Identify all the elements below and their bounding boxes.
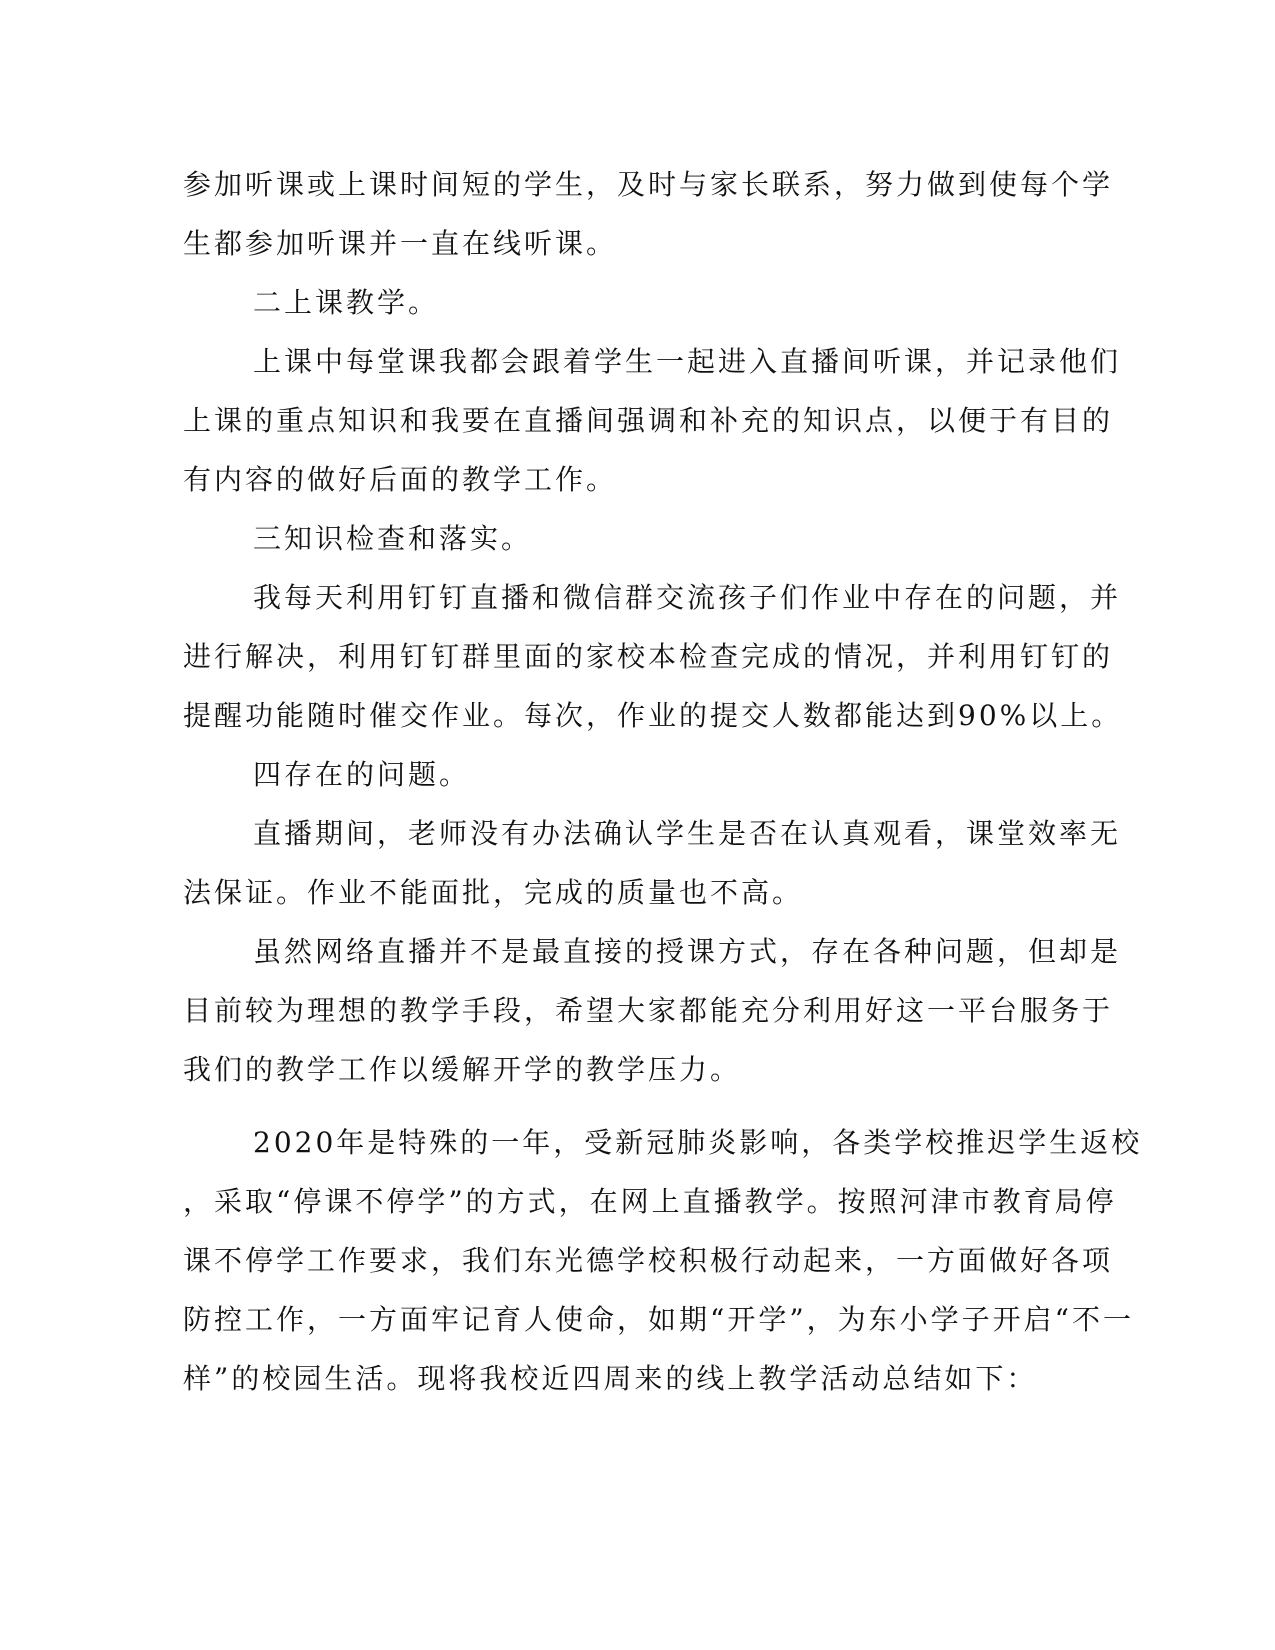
text-line: 直播期间，老师没有办法确认学生是否在认真观看，课堂效率无 bbox=[253, 817, 1122, 850]
text-line: 2020年是特殊的一年，受新冠肺炎影响，各类学校推迟学生返校 bbox=[253, 1126, 1143, 1159]
text-line: 我每天利用钉钉直播和微信群交流孩子们作业中存在的问题，并 bbox=[253, 581, 1122, 614]
text-line: 参加听课或上课时间短的学生，及时与家长联系，努力做到使每个学 bbox=[183, 168, 1114, 201]
text-line: 上课的重点知识和我要在直播间强调和补充的知识点，以便于有目的 bbox=[183, 404, 1114, 437]
text-line: 法保证。作业不能面批，完成的质量也不高。 bbox=[183, 876, 804, 909]
text-line: 生都参加听课并一直在线听课。 bbox=[183, 227, 618, 260]
text-line: 提醒功能随时催交作业。每次，作业的提交人数都能达到90%以上。 bbox=[183, 699, 1123, 732]
paragraph-gap bbox=[183, 1099, 1043, 1113]
text-line: 我们的教学工作以缓解开学的教学压力。 bbox=[183, 1053, 742, 1086]
document-body bbox=[183, 155, 1143, 1408]
text-line: 上课中每堂课我都会跟着学生一起进入直播间听课，并记录他们 bbox=[253, 345, 1122, 378]
text-line: 防控工作，一方面牢记育人使命，如期“开学”，为东小学子开启“不一 bbox=[183, 1303, 1134, 1336]
text-line: 样”的校园生活。现将我校近四周来的线上教学活动总结如下： bbox=[183, 1362, 1038, 1395]
section-heading: 三知识检查和落实。 bbox=[253, 522, 533, 555]
text-line: 进行解决，利用钉钉群里面的家校本检查完成的情况，并利用钉钉的 bbox=[183, 640, 1114, 673]
text-line: 课不停学工作要求，我们东光德学校积极行动起来，一方面做好各项 bbox=[183, 1244, 1114, 1277]
text-line: 目前较为理想的教学手段，希望大家都能充分利用好这一平台服务于 bbox=[183, 994, 1114, 1027]
text-line: 有内容的做好后面的教学工作。 bbox=[183, 463, 618, 496]
section-heading: 四存在的问题。 bbox=[253, 758, 471, 791]
section-heading: 二上课教学。 bbox=[253, 286, 440, 319]
text-line: 虽然网络直播并不是最直接的授课方式，存在各种问题，但却是 bbox=[253, 935, 1122, 968]
text-line: ，采取“停课不停学”的方式，在网上直播教学。按照河津市教育局停 bbox=[183, 1185, 1117, 1218]
